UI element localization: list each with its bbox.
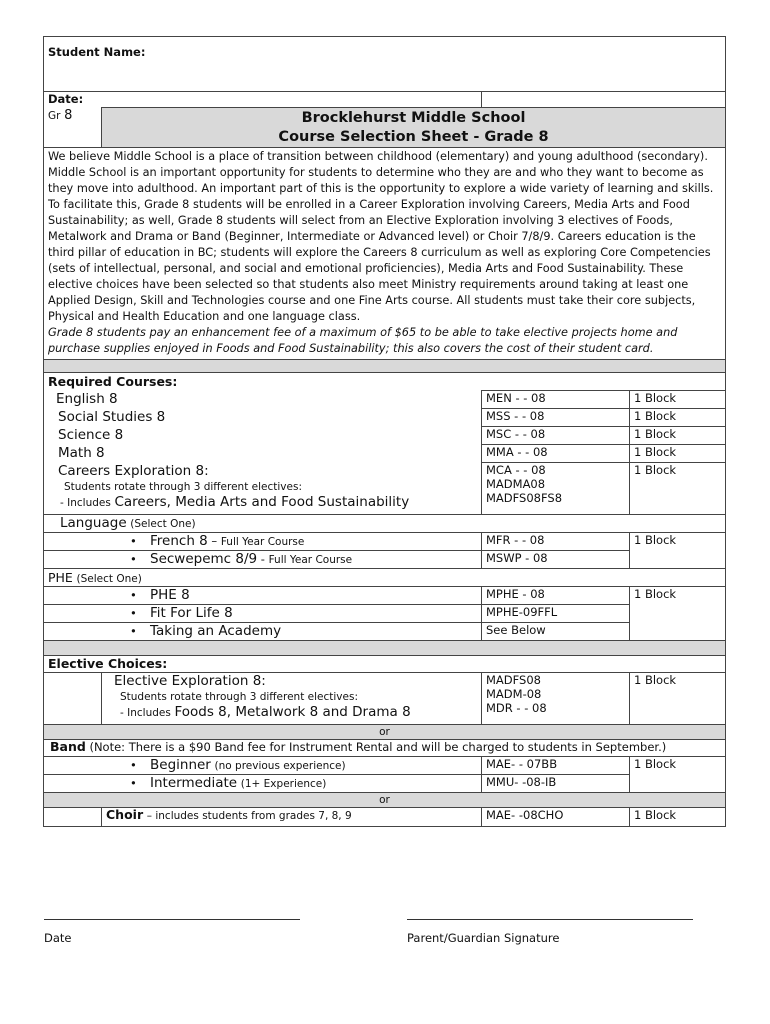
date-label: Date: [48,92,84,106]
careers-includes-prefix: - Includes [60,496,111,509]
date-blank [482,92,726,108]
date-signature-label: Date [44,931,72,945]
course-block-english: 1 Block [630,391,726,409]
course-code-math: MMA - - 08 [482,445,630,463]
language-block: 1 Block [630,533,726,569]
option-name: PHE 8 [150,587,190,603]
band-block: 1 Block [630,757,726,793]
careers-note: Students rotate through 3 different electives: [64,480,302,493]
option-name: Fit For Life 8 [150,605,233,621]
language-option-secwepemc[interactable] [44,551,482,569]
option-detail: (no previous experience) [214,760,346,772]
elective-block: 1 Block [630,673,726,725]
elective-name: Elective Exploration 8: [114,673,266,689]
elective-includes-items: Foods 8, Metalwork 8 and Drama 8 [174,704,411,720]
student-name-field[interactable] [44,37,726,92]
course-code-science: MSC - - 08 [482,427,630,445]
option-detail: Full Year Course [220,536,305,548]
school-name: Brocklehurst Middle School [301,110,526,126]
required-heading: Required Courses: [44,373,726,391]
phe-option-phe8[interactable] [44,587,482,605]
careers-cell [44,463,482,515]
band-option-beginner[interactable] [44,757,482,775]
course-name-science: Science 8 [44,427,482,445]
language-option-french[interactable] [44,533,482,551]
date-signature-line[interactable] [44,919,300,920]
sheet-title: Course Selection Sheet - Grade 8 [278,129,549,145]
option-dash: – [207,534,221,548]
phe-code-phe8: MPHE - 08 [482,587,630,605]
elective-exploration-cell[interactable] [102,673,482,725]
bullet-icon: • [130,758,137,772]
parent-signature-line[interactable] [407,919,693,920]
careers-block: 1 Block [630,463,726,515]
option-name: Beginner [150,757,211,773]
grade-value: 8 [64,107,73,123]
careers-codes [482,463,630,515]
option-detail: Full Year Course [268,554,353,566]
phe-block: 1 Block [630,587,726,641]
bullet-icon: • [130,624,137,638]
course-name-social: Social Studies 8 [44,409,482,427]
course-block-science: 1 Block [630,427,726,445]
phe-code-academy: See Below [482,623,630,641]
language-code-french: MFR - - 08 [482,533,630,551]
or-divider-1: or [44,725,726,740]
intro-paragraph: We believe Middle School is a place of transition between childhood (elementary) and young adulthood (secondary). Middle School is an important opportunity for students to determine who they are and who they want to become as they move into adulthood. An important part of this is the opportunity to explore a wide variety of learning and skills. To facilitate this, Grade 8 students will be enrolled in a Career Exploration involving Careers, Media Arts and Food Sustainability; as well, Grade 8 students will select from an Elective Exploration involving 3 electives of Foods, Metalwork and Drama or Band (Beginner, Intermediate or Advanced level) or Choir 7/8/9. Careers education is the third pillar of education in BC; students will explore the Careers 8 curriculum as well as exploring Core Competencies (sets of intellectual, personal, and social and emotional proficiencies), Media Arts and Food Sustainability. These elective choices have been selected so that students also meet Ministry requirements around taking at least one Applied Design, Skill and Technologies course and one Fine Arts course. All students must take their core subjects, Physical and Health Education and one language class. [48,150,714,323]
course-block-math: 1 Block [630,445,726,463]
choir-detail: – includes students from grades 7, 8, 9 [146,810,352,822]
band-note: (Note: There is a $90 Band fee for Instrument Rental and will be charged to students in September.) [89,740,667,754]
elective-code-3: MDR - - 08 [486,701,547,715]
date-field[interactable] [44,92,482,108]
title-block [102,108,726,148]
elective-indent [44,673,102,725]
language-label: Language [60,515,127,531]
course-selection-form [43,36,725,827]
band-code-intermediate: MMU- -08-IB [482,775,630,793]
grade-cell [44,108,102,148]
grade-prefix: Gr [48,109,61,122]
choir-option[interactable] [102,808,482,827]
spacer-row [44,360,726,373]
student-name-label: Student Name: [48,45,146,59]
choir-block: 1 Block [630,808,726,827]
course-code-english: MEN - - 08 [482,391,630,409]
bullet-icon: • [130,606,137,620]
elective-code-2: MADM-08 [486,687,542,701]
choir-indent [44,808,102,827]
elective-heading: Elective Choices: [44,656,726,673]
phe-code-fitforlife: MPHE-09FFL [482,605,630,623]
bullet-icon: • [130,588,137,602]
band-code-beginner: MAE- - 07BB [482,757,630,775]
option-name: French 8 [150,533,208,549]
elective-includes-prefix: - Includes [120,707,171,719]
course-code-social: MSS - - 08 [482,409,630,427]
phe-option-fitforlife[interactable] [44,605,482,623]
band-heading [44,740,726,757]
choir-label: Choir [106,807,144,822]
phe-label: PHE [48,570,73,585]
band-option-intermediate[interactable] [44,775,482,793]
language-code-secwepemc: MSWP - 08 [482,551,630,569]
careers-name: Careers Exploration 8: [58,462,209,479]
intro-cell [44,148,726,360]
parent-signature-label: Parent/Guardian Signature [407,931,560,945]
language-select-note: (Select One) [130,518,196,530]
careers-includes-items: Careers, Media Arts and Food Sustainability [114,493,410,510]
option-detail: (1+ Experience) [240,778,327,790]
option-name: Secwepemc 8/9 [150,551,258,567]
careers-code-1: MCA - - 08 [486,463,546,477]
option-dash: - [257,552,269,566]
spacer-row [44,641,726,656]
option-name: Intermediate [150,775,238,791]
or-divider-2: or [44,793,726,808]
choir-code: MAE- -08CHO [482,808,630,827]
fee-note: Grade 8 students pay an enhancement fee of a maximum of $65 to be able to take elective projects home and purchase supplies enjoyed in Foods and Food Sustainability; this also covers the cost of their student card. [48,326,678,355]
elective-codes [482,673,630,725]
phe-select-note: (Select One) [76,573,142,585]
bullet-icon: • [130,776,137,790]
bullet-icon: • [130,552,137,566]
language-heading [44,515,726,533]
option-name: Taking an Academy [150,623,282,639]
phe-heading [44,569,726,587]
bullet-icon: • [130,534,137,548]
course-name-english: English 8 [44,391,482,409]
course-table [43,36,726,827]
phe-option-academy[interactable] [44,623,482,641]
careers-code-3: MADFS08FS8 [486,491,563,505]
course-block-social: 1 Block [630,409,726,427]
careers-code-2: MADMA08 [486,477,546,491]
course-name-math: Math 8 [44,445,482,463]
band-label: Band [50,739,86,754]
elective-note: Students rotate through 3 different electives: [120,691,358,703]
elective-code-1: MADFS08 [486,673,541,687]
